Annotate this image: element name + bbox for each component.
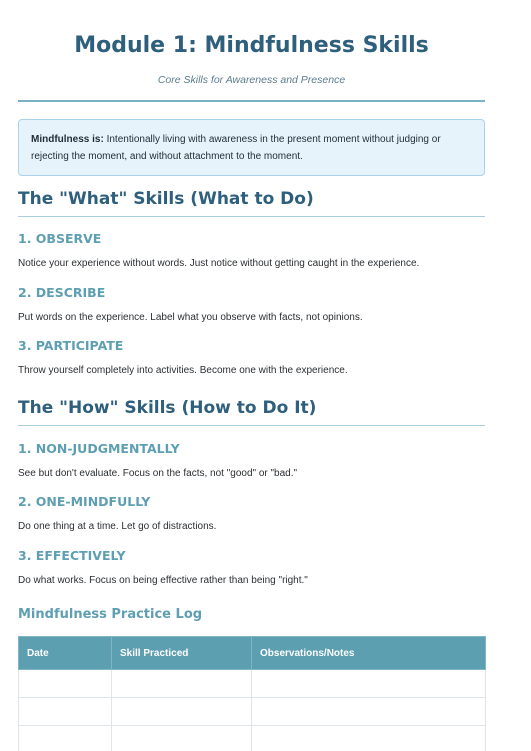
how-skills-divider <box>18 425 485 426</box>
practice-log-table <box>18 636 486 751</box>
skill-nonjudgmentally-text: See but don't evaluate. Focus on the facts, not "good" or "bad." <box>18 468 298 479</box>
definition-box <box>18 119 485 176</box>
column-header-skill: Skill Practiced <box>112 637 252 670</box>
table-cell[interactable] <box>19 726 112 751</box>
how-skills-section <box>18 398 485 418</box>
practice-log-heading: Mindfulness Practice Log <box>18 607 203 622</box>
table-cell[interactable] <box>112 670 252 698</box>
skill-participate-text: Throw yourself completely into activities. Become one with the experience. <box>18 365 348 376</box>
skill-effectively-text: Do what works. Focus on being effective rather than being "right." <box>18 575 308 586</box>
how-skills-heading: The "How" Skills (How to Do It) <box>18 398 317 418</box>
table-row <box>19 670 486 698</box>
skill-describe-heading: 2. DESCRIBE <box>18 285 106 300</box>
document-page <box>18 0 485 659</box>
skill-onemindfully-text: Do one thing at a time. Let go of distractions. <box>18 521 217 532</box>
title-divider <box>18 100 485 102</box>
table-cell[interactable] <box>112 698 252 726</box>
page-subtitle: Core Skills for Awareness and Presence <box>157 74 346 86</box>
table-cell[interactable] <box>112 726 252 751</box>
what-skills-divider <box>18 216 485 217</box>
skill-observe-text: Notice your experience without words. Just notice without getting caught in the experience. <box>18 258 420 269</box>
table-cell[interactable] <box>19 670 112 698</box>
page-title: Module 1: Mindfulness Skills <box>74 33 429 58</box>
table-cell[interactable] <box>252 698 486 726</box>
column-header-notes: Observations/Notes <box>252 637 486 670</box>
table-cell[interactable] <box>252 670 486 698</box>
column-header-date: Date <box>19 637 112 670</box>
skill-effectively-heading: 3. EFFECTIVELY <box>18 548 126 563</box>
skill-onemindfully-heading: 2. ONE-MINDFULLY <box>18 494 151 509</box>
table-cell[interactable] <box>252 726 486 751</box>
practice-log-table-wrap <box>18 636 485 751</box>
what-skills-section <box>18 189 485 209</box>
table-row <box>19 698 486 726</box>
definition-term: Mindfulness is: <box>31 134 104 145</box>
table-cell[interactable] <box>19 698 112 726</box>
table-row <box>19 726 486 751</box>
skill-describe-text: Put words on the experience. Label what you observe with facts, not opinions. <box>18 312 363 323</box>
definition-text: Intentionally living with awareness in the present moment without judging or rejecting the moment, and without attachment to the moment. <box>31 134 441 162</box>
skill-nonjudgmentally-heading: 1. NON-JUDGMENTALLY <box>18 441 180 456</box>
skill-participate-heading: 3. PARTICIPATE <box>18 338 124 353</box>
skill-observe-heading: 1. OBSERVE <box>18 231 102 246</box>
what-skills-heading: The "What" Skills (What to Do) <box>18 189 314 209</box>
table-header-row <box>19 637 486 670</box>
